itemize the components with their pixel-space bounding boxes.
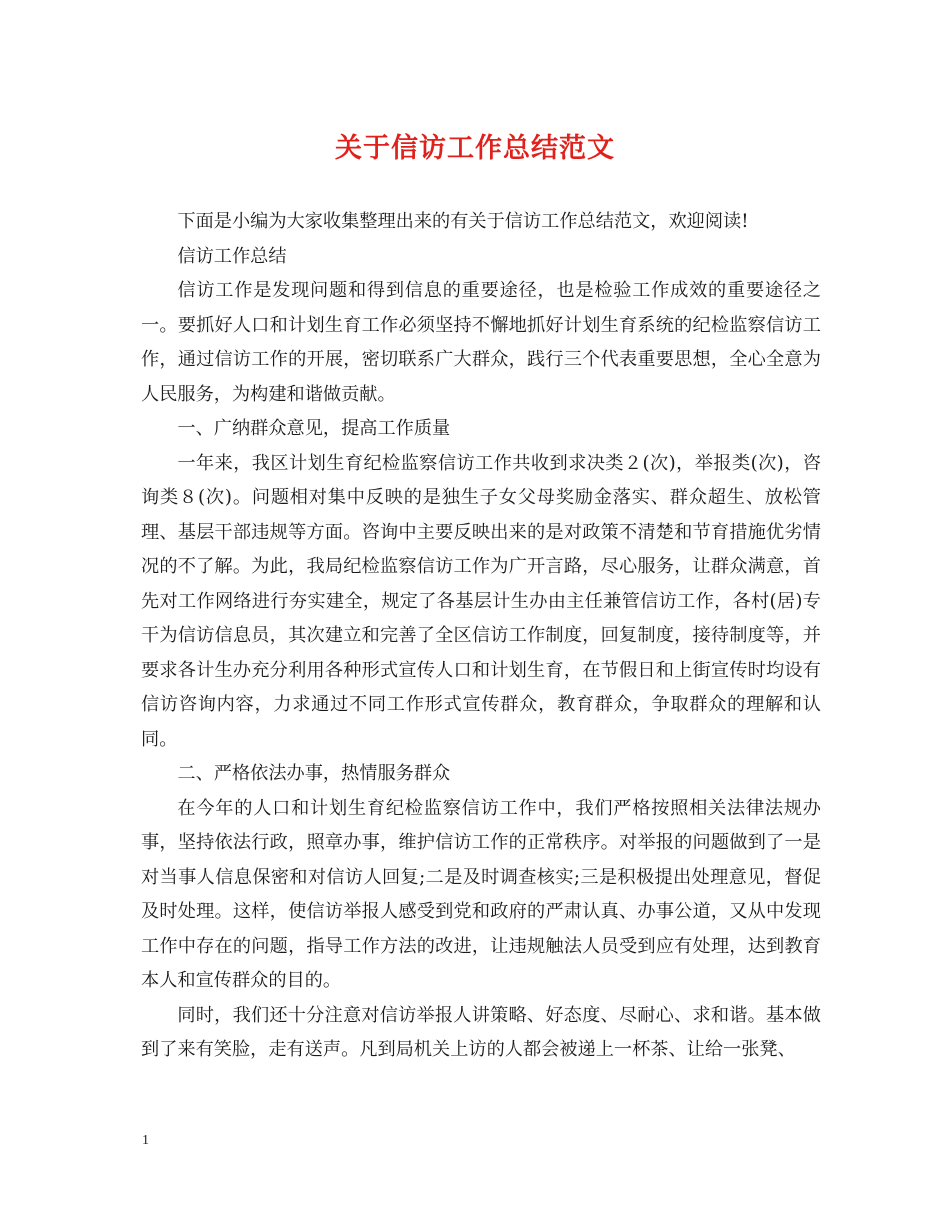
page-number: 1 — [142, 1133, 149, 1148]
section-heading-summary: 信访工作总结 — [177, 245, 287, 267]
body-paragraph: 在今年的人口和计划生育纪检监察信访工作中，我们严格按照相关法律法规办事，坚持依法行政，照章办事，维护信访工作的正常秩序。对举报的问题做到了一是对当事人信息保密和对信访人回复;二是及时调查核实;三是积极提出处理意见，督促及时处理。这样，使信访举报人感受到党和政府的严肃认真、办事公道，又从中发现工作中存在的问题，指导工作方法的改进，让违规触法人员受到应有处理，达到教育本人和宣传群众的目的。 — [141, 797, 821, 991]
document-title: 关于信访工作总结范文 — [335, 133, 615, 164]
body-paragraph: 一年来，我区计划生育纪检监察信访工作共收到求决类２(次)，举报类(次)，咨询类８(次)。问题相对集中反映的是独生子女父母奖励金落实、群众超生、放松管理、基层干部违规等方面。咨询中主要反映出来的是对政策不清楚和节育措施优劣情况的不了解。为此，我局纪检监察信访工作为广开言路，尽心服务，让群众满意，首先对工作网络进行夯实建全，规定了各基层计生办由主任兼管信访工作，各村(居)专干为信访信息员，其次建立和完善了全区信访工作制度，回复制度，接待制度等，并要求各计生办充分利用各种形式宣传人口和计划生育，在节假日和上街宣传时均设有信访咨询内容，力求通过不同工作形式宣传群众，教育群众，争取群众的理解和认同。 — [141, 452, 821, 750]
body-paragraph: 同时，我们还十分注意对信访举报人讲策略、好态度、尽耐心、求和谐。基本做到了来有笑脸，走有送声。凡到局机关上访的人都会被递上一杯茶、让给一张凳、 — [141, 1004, 821, 1060]
intro-paragraph: 下面是小编为大家收集整理出来的有关于信访工作总结范文，欢迎阅读! — [177, 211, 749, 232]
section-heading-two: 二、严格依法办事，热情服务群众 — [177, 763, 451, 784]
section-heading-one: 一、广纳群众意见，提高工作质量 — [177, 418, 451, 439]
document-body — [141, 205, 821, 1068]
body-paragraph: 信访工作是发现问题和得到信息的重要途径，也是检验工作成效的重要途径之一。要抓好人口和计划生育工作必须坚持不懈地抓好计划生育系统的纪检监察信访工作，通过信访工作的开展，密切联系广大群众，践行三个代表重要思想，全心全意为人民服务，为构建和谐做贡献。 — [141, 280, 821, 405]
